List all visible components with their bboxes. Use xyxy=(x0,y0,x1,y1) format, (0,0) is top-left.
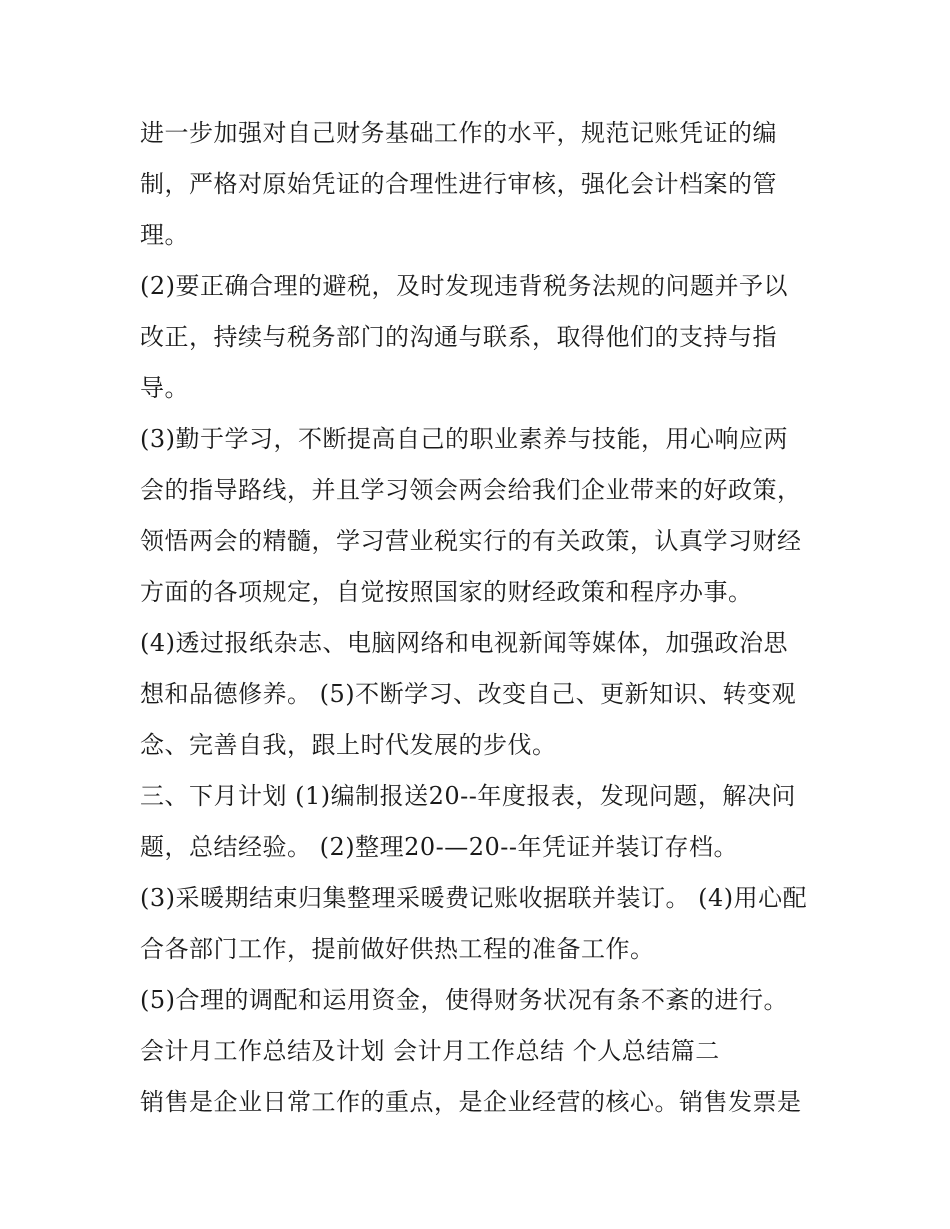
text-line: 三、下月计划 (1)编制报送20--年度报表，发现问题，解决问 xyxy=(140,782,796,810)
text-line: 领悟两会的精髓，学习营业税实行的有关政策，认真学习财经 xyxy=(140,527,802,555)
text-line: (4)透过报纸杂志、电脑网络和电视新闻等媒体，加强政治思 xyxy=(140,629,788,657)
text-line: 想和品德修养。 (5)不断学习、改变自己、更新知识、转变观 xyxy=(140,680,797,708)
text-line: 题，总结经验。 (2)整理20-—20--年凭证并装订存档。 xyxy=(140,833,739,861)
text-line: (5)合理的调配和运用资金，使得财务状况有条不紊的进行。 xyxy=(140,986,788,1014)
text-line: 方面的各项规定，自觉按照国家的财经政策和程序办事。 xyxy=(140,578,753,606)
text-line: 理。 xyxy=(140,221,189,249)
text-line: 进一步加强对自己财务基础工作的水平，规范记账凭证的编 xyxy=(140,119,777,147)
text-line: 合各部门工作，提前做好供热工程的准备工作。 xyxy=(140,935,655,963)
text-line: (2)要正确合理的避税，及时发现违背税务法规的问题并予以 xyxy=(140,272,788,300)
text-line: 导。 xyxy=(140,374,189,402)
text-line: 念、完善自我，跟上时代发展的步伐。 xyxy=(140,731,557,759)
text-line: (3)勤于学习，不断提高自己的职业素养与技能，用心响应两 xyxy=(140,425,788,453)
text-line: 改正，持续与税务部门的沟通与联系，取得他们的支持与指 xyxy=(140,323,777,351)
text-line: 会的指导路线，并且学习领会两会给我们企业带来的好政策， xyxy=(140,476,802,504)
text-line: 销售是企业日常工作的重点，是企业经营的核心。销售发票是 xyxy=(140,1088,802,1116)
section-heading: 会计月工作总结及计划 会计月工作总结 个人总结篇二 xyxy=(140,1037,720,1065)
text-line: (3)采暖期结束归集整理采暖费记账收据联并装订。 (4)用心配 xyxy=(140,884,808,912)
document-body xyxy=(140,108,820,1128)
text-line: 制，严格对原始凭证的合理性进行审核，强化会计档案的管 xyxy=(140,170,777,198)
